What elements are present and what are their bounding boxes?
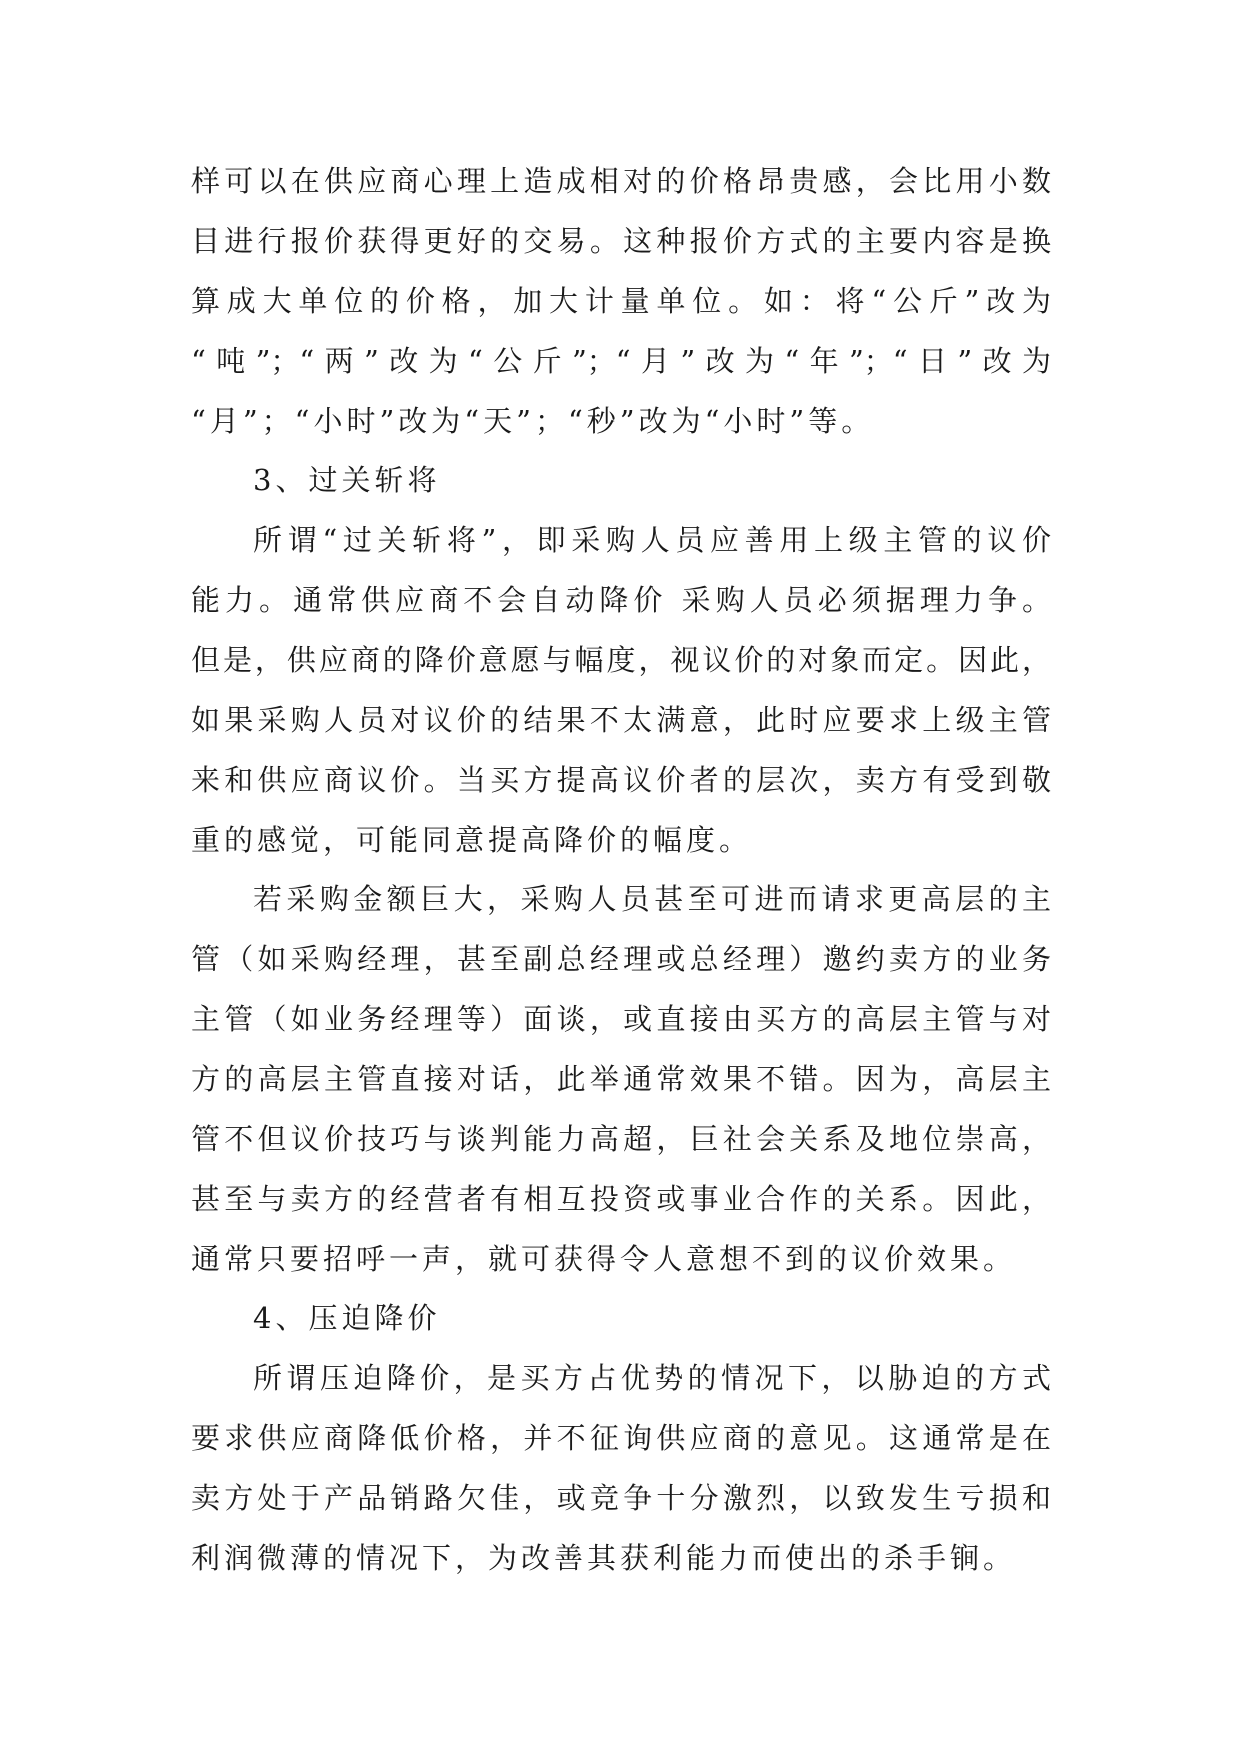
text-line: 若采购金额巨大，采购人员甚至可进而请求更高层的主 [253, 882, 1051, 916]
text-line: 管不但议价技巧与谈判能力高超，巨社会关系及地位崇高， [191, 1122, 1051, 1156]
text-line: 方的高层主管直接对话，此举通常效果不错。因为，高层主 [191, 1062, 1051, 1096]
text-line: 要求供应商降低价格，并不征询供应商的意见。这通常是在 [191, 1421, 1051, 1455]
text-line: 甚至与卖方的经营者有相互投资或事业合作的关系。因此， [191, 1182, 1051, 1216]
text-line: 样可以在供应商心理上造成相对的价格昂贵感，会比用小数 [191, 164, 1051, 198]
text-line: 但是，供应商的降价意愿与幅度，视议价的对象而定。因此， [191, 643, 1051, 677]
section-heading: 4、压迫降价 [253, 1301, 441, 1335]
text-line: 如果采购人员对议价的结果不太满意，此时应要求上级主管 [191, 703, 1051, 737]
text-line: 算成大单位的价格，加大计量单位。如：将“公斤”改为 [191, 284, 1051, 318]
text-line: 卖方处于产品销路欠佳，或竞争十分激烈，以致发生亏损和 [191, 1481, 1051, 1515]
section-heading: 3、过关斩将 [253, 463, 441, 497]
text-line: “月”；“小时”改为“天”；“秒”改为“小时”等。 [191, 404, 875, 438]
text-line: 利润微薄的情况下，为改善其获利能力而使出的杀手锏。 [191, 1541, 1017, 1575]
text-line: 管（如采购经理，甚至副总经理或总经理）邀约卖方的业务 [191, 942, 1051, 976]
text-line: 所谓“过关斩将”，即采购人员应善用上级主管的议价 [253, 523, 1051, 557]
text-line: 来和供应商议价。当买方提高议价者的层次，卖方有受到敬 [191, 763, 1051, 797]
text-line: 目进行报价获得更好的交易。这种报价方式的主要内容是换 [191, 224, 1051, 258]
text-line: 主管（如业务经理等）面谈，或直接由买方的高层主管与对 [191, 1002, 1051, 1036]
text-line: “吨”；“两”改为“公斤”；“月”改为“年”；“日”改为 [191, 344, 1051, 378]
text-line: 通常只要招呼一声，就可获得令人意想不到的议价效果。 [191, 1242, 1017, 1276]
text-line: 能力。通常供应商不会自动降价 采购人员必须据理力争。 [191, 583, 1051, 617]
text-line: 所谓压迫降价，是买方占优势的情况下，以胁迫的方式 [253, 1361, 1051, 1395]
text-line: 重的感觉，可能同意提高降价的幅度。 [191, 823, 753, 857]
